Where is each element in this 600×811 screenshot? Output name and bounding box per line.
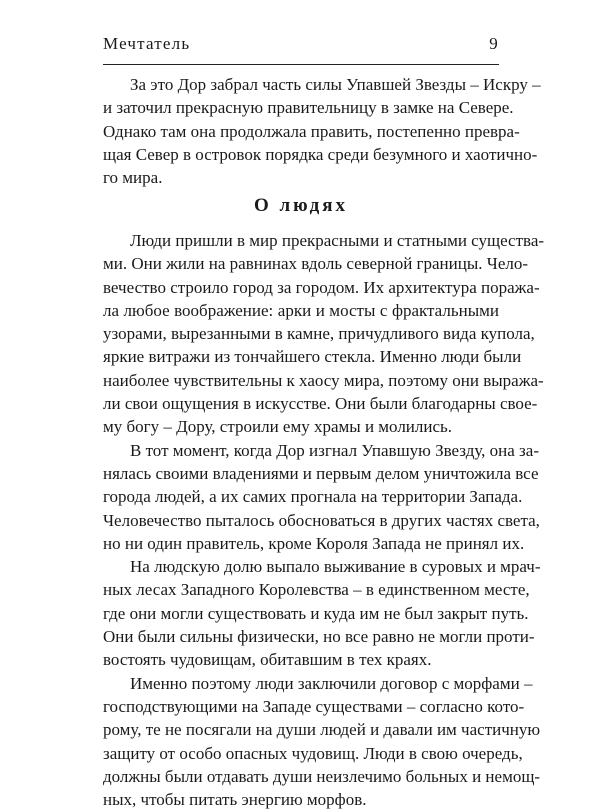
text-line: должны были отдавать души неизлечимо больных и немощ- — [103, 766, 541, 786]
intro-paragraph — [103, 73, 541, 189]
text-line: За это Дор забрал часть силы Упавшей Звезды – Искру – — [130, 75, 541, 94]
text-line: ли свои ощущения в искусстве. Они были благодарны свое- — [103, 394, 538, 414]
text-line: наиболее чувствительны к хаосу мира, поэтому они выража- — [103, 370, 544, 390]
text-line: рому, те не посягали на души людей и давали им частичную — [103, 720, 541, 740]
text-line: Они были сильны физически, но все равно не могли проти- — [103, 627, 535, 647]
text-line: и заточил прекрасную правительницу в замке на Севере. — [103, 98, 514, 118]
running-header — [103, 34, 499, 54]
book-title: Мечтатель — [103, 34, 191, 53]
text-line: востоять чудовищам, обитавшим в тех краях. — [103, 650, 432, 670]
page-number: 9 — [489, 34, 499, 53]
text-line: города людей, а их самих прогнала на территории Запада. — [103, 487, 523, 507]
text-line: Однако там она продолжала править, постепенно превра- — [103, 121, 520, 141]
text-line: где они могли существовать и куда им не был закрыт путь. — [103, 603, 529, 623]
text-line: щая Север в островок порядка среди безумного и хаотично- — [103, 144, 538, 164]
text-line: го мира. — [103, 168, 163, 188]
text-line: нялась своими владениями и первым делом уничтожила все — [103, 463, 539, 483]
text-line: му богу – Дору, строили ему храмы и молились. — [103, 417, 453, 437]
header-rule — [103, 64, 499, 65]
text-line: ных лесах Западного Королевства – в единственном месте, — [103, 580, 530, 600]
text-line: но ни один правитель, кроме Короля Запада не принял их. — [103, 533, 525, 553]
text-line: господствующими на Западе существами – согласно кото- — [103, 696, 525, 716]
text-line: ми. Они жили на равнинах вдоль северной границы. Чело- — [103, 254, 529, 274]
text-line: Человечество пыталось обосноваться в других частях света, — [103, 510, 540, 530]
text-line: Именно поэтому люди заключили договор с морфами – — [130, 673, 533, 693]
text-line: узорами, вырезанными в камне, причудливого вида купола, — [103, 324, 535, 344]
text-line: В тот момент, когда Дор изгнал Упавшую Звезду, она за- — [130, 440, 539, 460]
text-line: ла любое воображение: арки и мосты с фрактальными — [103, 300, 499, 320]
section-body — [103, 229, 545, 811]
text-line: яркие витражи из тончайшего стекла. Именно люди были — [103, 347, 522, 367]
text-line: защиту от особо опасных чудовищ. Люди в свою очередь, — [103, 743, 523, 763]
text-line: вечество строило город за городом. Их архитектура поража- — [103, 277, 540, 297]
text-line: Люди пришли в мир прекрасными и статными существа- — [130, 231, 545, 250]
section-heading: О людях — [253, 195, 348, 216]
text-line: ных, чтобы питать энергию морфов. — [103, 790, 367, 810]
text-line: На людскую долю выпало выживание в суровых и мрач- — [130, 557, 541, 577]
